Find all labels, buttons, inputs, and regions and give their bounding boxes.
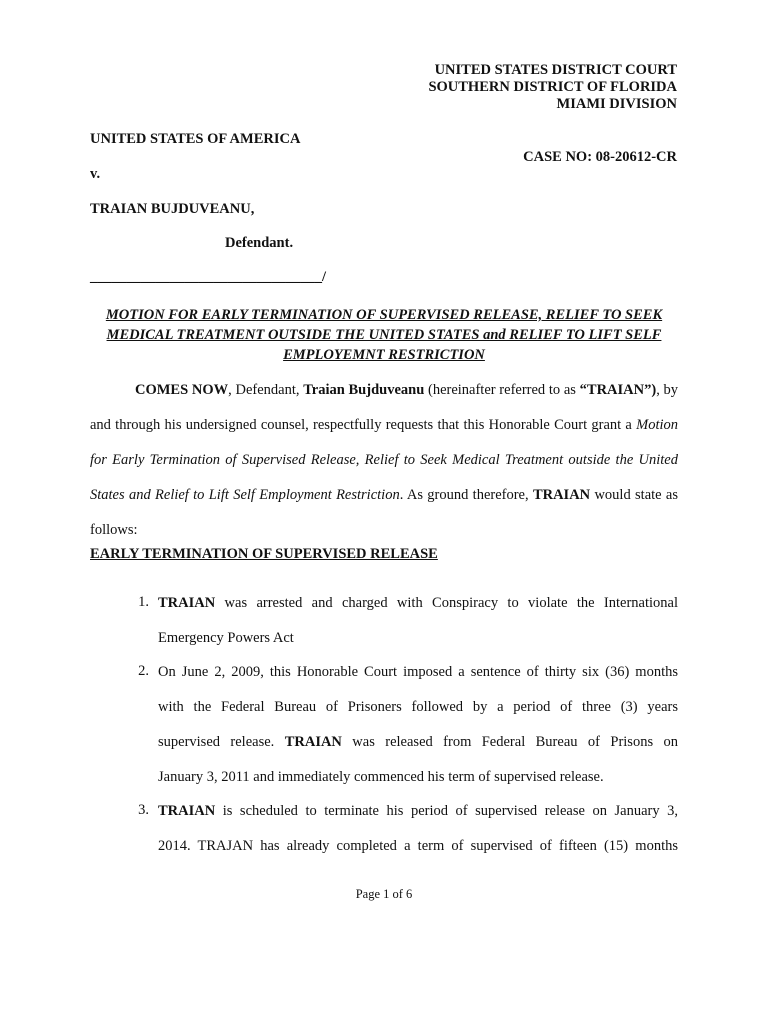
item-text: supervised release. (158, 734, 285, 750)
item-text: was arrested and charged with Conspiracy to violate the International (215, 595, 678, 611)
item-bold: TRAIAN (158, 595, 216, 611)
item-line (158, 725, 678, 760)
case-number: CASE NO: 08-20612-CR (523, 149, 677, 165)
defendant-label: Defendant. (225, 235, 294, 251)
court-name: UNITED STATES DISTRICT COURT (434, 62, 677, 78)
item-line (158, 760, 678, 795)
defendant-alias: “TRAIAN”) (579, 382, 657, 398)
item-text: 2014. TRAJAN has already completed a term of supervised of fifteen (15) months (158, 838, 678, 854)
motion-name: Motion for Early Termination of Supervised Release, Relief to Seek Medical Treatment outside the United States and Relief to Lift Self Employment Restriction (90, 417, 678, 503)
court-header (428, 62, 677, 113)
intro-text-5: would state as follows: (90, 487, 678, 538)
intro-text-1: , Defendant, (228, 382, 304, 398)
item-text: Emergency Powers Act (158, 630, 294, 646)
item-line (158, 794, 678, 829)
list-item (158, 655, 678, 795)
item-bold: TRAIAN (284, 734, 342, 750)
item-line (158, 690, 678, 725)
item-number: 2. (138, 663, 149, 679)
section-heading: EARLY TERMINATION OF SUPERVISED RELEASE (90, 546, 438, 562)
item-line (158, 655, 678, 690)
list-item (158, 794, 678, 864)
list-item (158, 586, 678, 656)
court-district: SOUTHERN DISTRICT OF FLORIDA (428, 79, 677, 95)
comes-now: COMES NOW (135, 382, 229, 398)
intro-text-2: (hereinafter referred to as (424, 382, 580, 398)
defendant-full-name: Traian Bujduveanu (303, 382, 425, 398)
item-number: 3. (138, 802, 149, 818)
item-line (158, 621, 678, 656)
item-text: On June 2, 2009, this Honorable Court imposed a sentence of thirty six (36) months (158, 664, 678, 680)
item-number: 1. (138, 594, 149, 610)
item-bold: TRAIAN (158, 803, 216, 819)
traian-ref: TRAIAN (532, 487, 591, 503)
intro-paragraph (90, 373, 678, 548)
item-text: is scheduled to terminate his period of supervised release on January 3, (215, 803, 678, 819)
item-line (158, 586, 678, 621)
motion-title: MOTION FOR EARLY TERMINATION OF SUPERVISED RELEASE, RELIEF TO SEEK MEDICAL TREATMENT OUTSIDE THE UNITED STATES and RELIEF TO LIFT SELF EMPLOYEMNT RESTRICTION (105, 307, 663, 363)
item-text: with the Federal Bureau of Prisoners followed by a period of three (3) years (158, 699, 678, 715)
item-line (158, 829, 678, 864)
item-text: was released from Federal Bureau of Prisons on (341, 734, 678, 750)
court-division: MIAMI DIVISION (556, 96, 677, 112)
intro-text-3: , by and through his undersigned counsel, respectfully requests that this Honorable Court grant a (90, 382, 679, 433)
defendant-name: TRAIAN BUJDUVEANU, (90, 201, 255, 217)
intro-text-4: . As ground therefore, (399, 487, 533, 503)
plaintiff: UNITED STATES OF AMERICA (90, 131, 301, 147)
versus: v. (90, 166, 101, 182)
item-text: January 3, 2011 and immediately commenced his term of supervised release. (158, 769, 604, 785)
page-number: Page 1 of 6 (355, 887, 413, 901)
caption-signature-line: ________________________________/ (90, 269, 327, 285)
